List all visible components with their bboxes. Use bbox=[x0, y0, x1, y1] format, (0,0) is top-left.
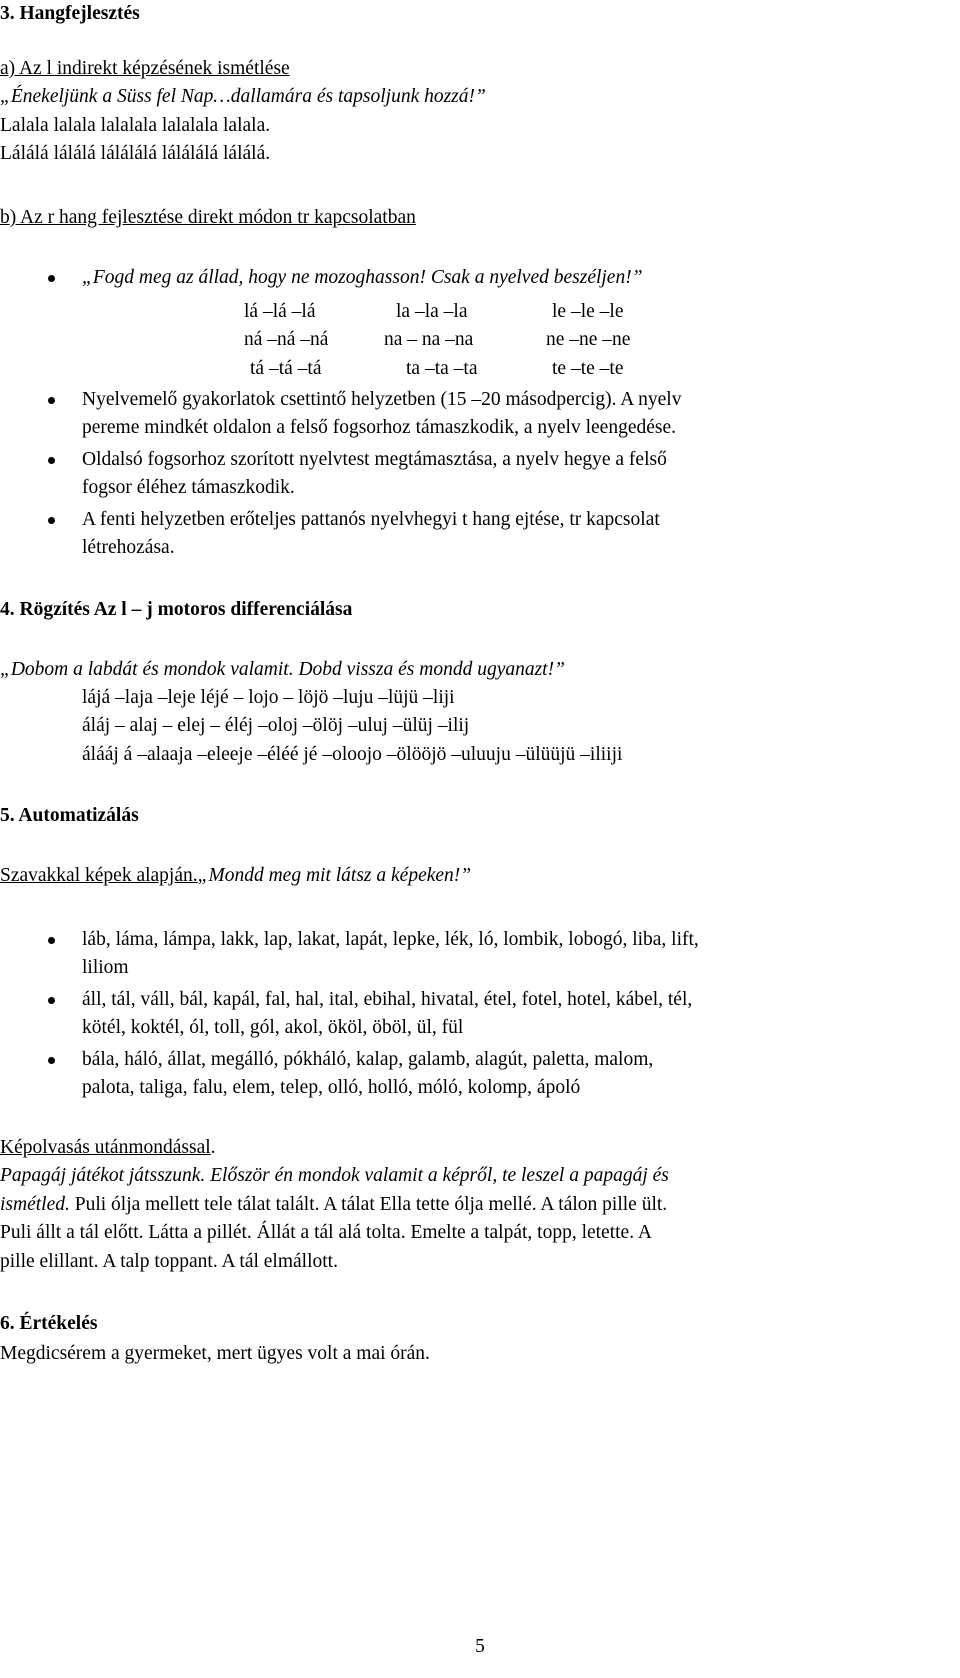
exercise-2-line-1: Oldalsó fogsorhoz szorított nyelvtest megtámasztása, a nyelv hegye a felső bbox=[82, 449, 667, 470]
section-5-title: 5. Automatizálás bbox=[0, 805, 139, 826]
section-4-title: 4. Rögzítés Az l – j motoros differenciálása bbox=[0, 599, 353, 620]
syllable-cell: la –la –la bbox=[396, 301, 468, 322]
exercise-3-line-1: A fenti helyzetben erőteljes pattanós nyelvhegyi t hang ejtése, tr kapcsolat bbox=[82, 509, 660, 530]
section-4-line-3: álááj á –alaaja –eleeje –éléé jé –oloojo –ölööjö –uluuju –ülüüjü –iliiji bbox=[82, 744, 623, 765]
section-4-instruction: „Dobom a labdát és mondok valamit. Dobd vissza és mondd ugyanazt!” bbox=[0, 659, 565, 680]
word-list-2-line-1: áll, tál, váll, bál, kapál, fal, hal, ital, ebihal, hivatal, étel, fotel, hotel, kábel, tél, bbox=[82, 989, 693, 1010]
syllable-cell: te –te –te bbox=[552, 358, 624, 379]
syllable-cell: ta –ta –ta bbox=[406, 358, 478, 379]
bullet-icon bbox=[48, 997, 55, 1004]
section-3-title: 3. Hangfejlesztés bbox=[0, 3, 140, 24]
exercise-1-line-2: pereme mindkét oldalon a felső fogsorhoz támaszkodik, a nyelv leengedése. bbox=[82, 417, 677, 438]
word-list-1-line-1: láb, láma, lámpa, lakk, lap, lakat, lapát, lepke, lék, ló, lombik, lobogó, liba, lift, bbox=[82, 929, 699, 950]
picture-reading-heading-label: Képolvasás utánmondással bbox=[0, 1137, 211, 1158]
picture-reading-line-1: Papagáj játékot játsszunk. Először én mondok valamit a képről, te leszel a papagáj és bbox=[0, 1165, 669, 1186]
picture-reading-line-4: pille elillant. A talp toppant. A tál elmállott. bbox=[0, 1251, 338, 1272]
section-5-subheading-label: Szavakkal képek alapján. bbox=[0, 865, 198, 886]
picture-reading-line-2 bbox=[0, 1191, 667, 1219]
exercise-2-line-2: fogsor éléhez támaszkodik. bbox=[82, 477, 295, 498]
picture-reading-line-3: Puli állt a tál előtt. Látta a pillét. Állát a tál alá tolta. Emelte a talpát, topp, letette. A bbox=[0, 1222, 652, 1243]
syllable-cell: tá –tá –tá bbox=[250, 358, 322, 379]
subsection-b-instruction: „Fogd meg az állad, hogy ne mozoghasson! Csak a nyelved beszéljen!” bbox=[82, 267, 643, 288]
syllable-cell: le –le –le bbox=[552, 301, 624, 322]
subsection-a-heading: a) Az l indirekt képzésének ismétlése bbox=[0, 58, 290, 79]
section-4-line-1: lájá –laja –leje léjé – lojo – löjö –luju –lüjü –liji bbox=[82, 687, 455, 708]
bullet-icon bbox=[48, 517, 55, 524]
syllable-cell: ná –ná –ná bbox=[244, 329, 329, 350]
picture-reading-heading bbox=[0, 1134, 216, 1162]
bullet-icon bbox=[48, 457, 55, 464]
page-number: 5 bbox=[475, 1636, 485, 1657]
subsection-a-line-2: Lálálá lálálá lálálálá lálálálá lálálá. bbox=[0, 143, 271, 164]
syllable-cell: na – na –na bbox=[384, 329, 474, 350]
section-6-text: Megdicsérem a gyermeket, mert ügyes volt a mai órán. bbox=[0, 1343, 430, 1364]
word-list-1-line-2: liliom bbox=[82, 957, 129, 978]
word-list-2-line-2: kötél, koktél, ól, toll, gól, akol, ököl, öböl, ül, fül bbox=[82, 1017, 464, 1038]
exercise-1-line-1: Nyelvemelő gyakorlatok csettintő helyzetben (15 –20 másodpercig). A nyelv bbox=[82, 389, 682, 410]
section-5-subheading bbox=[0, 862, 471, 890]
picture-reading-line-2-italic: ismétled. bbox=[0, 1194, 70, 1215]
syllable-cell: ne –ne –ne bbox=[546, 329, 631, 350]
subsection-a-line-1: Lalala lalala lalalala lalalala lalala. bbox=[0, 115, 271, 136]
section-5-subheading-instruction: „Mondd meg mit látsz a képeken!” bbox=[197, 865, 472, 886]
syllable-cell: lá –lá –lá bbox=[244, 301, 316, 322]
bullet-icon bbox=[48, 275, 55, 282]
section-6-title: 6. Értékelés bbox=[0, 1313, 98, 1334]
word-list-3-line-1: bála, háló, állat, megálló, pókháló, kalap, galamb, alagút, paletta, malom, bbox=[82, 1049, 654, 1070]
word-list-3-line-2: palota, taliga, falu, elem, telep, olló, holló, móló, kolomp, ápoló bbox=[82, 1077, 581, 1098]
section-4-line-2: áláj – alaj – elej – éléj –oloj –ölöj –uluj –ülüj –ilij bbox=[82, 715, 470, 736]
exercise-3-line-2: létrehozása. bbox=[82, 537, 175, 558]
subsection-b-heading: b) Az r hang fejlesztése direkt módon tr kapcsolatban bbox=[0, 207, 416, 228]
subsection-a-instruction: „Énekeljünk a Süss fel Nap…dallamára és tapsoljunk hozzá!” bbox=[0, 86, 486, 107]
bullet-icon bbox=[48, 397, 55, 404]
bullet-icon bbox=[48, 1057, 55, 1064]
picture-reading-line-2-text: Puli ólja mellett tele tálat talált. A tálat Ella tette ólja mellé. A tálon pille ült. bbox=[69, 1194, 668, 1215]
picture-reading-heading-dot: . bbox=[210, 1137, 216, 1158]
bullet-icon bbox=[48, 937, 55, 944]
